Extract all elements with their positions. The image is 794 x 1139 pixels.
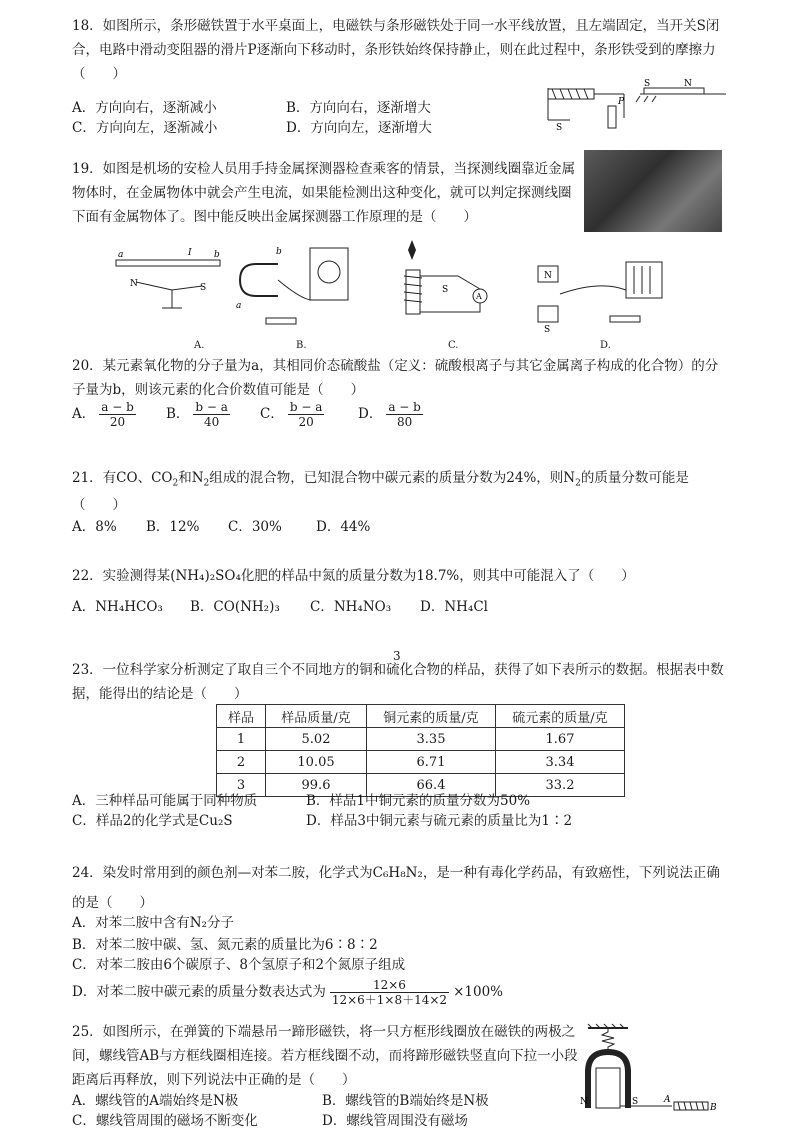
q19-caption-b: B. — [296, 340, 307, 351]
q19-label-n: N — [130, 279, 138, 289]
q25-label-a: A — [664, 1095, 671, 1105]
q19-figure-d — [530, 250, 680, 340]
question-25 — [72, 1020, 584, 1092]
q24-option-d-text: D．对苯二胺中碳元素的质量分数表达式为 — [72, 984, 326, 1000]
q23-option-d[interactable]: D．样品3中铜元素与硫元素的质量比为1∶2 — [306, 813, 573, 829]
q25-option-a[interactable]: A．螺线管的A端始终是N极 — [72, 1093, 239, 1109]
table-row — [217, 751, 625, 774]
q20-option-b-fraction — [193, 400, 230, 429]
fraction-denominator: 20 — [109, 415, 126, 429]
q20-option-a-label: A． — [72, 406, 96, 422]
q18-option-c[interactable]: C．方向向左，逐渐减小 — [72, 120, 218, 136]
question-19-text: 19．如图是机场的安检人员用手持金属探测器检查乘客的情景，当探测线圈靠近金属物体时，在金属物体中就会产生电流，如果能检测出这种变化，就可以判定探测线圈下面有金属物体了。图中能反映出金属探测器工作原理的是（ ） — [72, 161, 576, 225]
table-cell: 33.2 — [496, 774, 625, 797]
fraction-numerator: b − a — [289, 400, 323, 414]
q19-caption-d: D. — [600, 340, 611, 351]
question-22 — [72, 564, 724, 588]
q20-option-c-fraction — [288, 400, 325, 429]
q23-data-table — [216, 704, 625, 797]
q21-option-b[interactable]: B．12% — [146, 519, 200, 535]
page-number: 3 — [393, 649, 401, 663]
question-19 — [72, 157, 576, 229]
q25-label-b: B — [710, 1103, 717, 1113]
q18-figure — [540, 76, 730, 136]
q24-option-a[interactable]: A．对苯二胺中含有N₂分子 — [72, 915, 234, 931]
fraction-numerator: a − b — [101, 400, 134, 414]
security-check-photo — [584, 150, 722, 232]
q24-expression-tail: ×100% — [453, 984, 503, 1000]
q18-label-p: P — [618, 97, 625, 107]
q19-label-a: a — [118, 250, 124, 260]
q20-option-d[interactable] — [358, 400, 427, 429]
q23-option-a[interactable]: A．三种样品可能属于同种物质 — [72, 793, 258, 809]
q19-label-s4: S — [544, 325, 551, 335]
fraction-numerator: 12×6 — [330, 978, 449, 993]
q20-option-a-fraction — [99, 400, 136, 429]
q21-text-a: 21．有CO、CO — [72, 470, 173, 486]
q18-label-s2: S — [556, 123, 563, 133]
table-header-row — [217, 705, 625, 728]
q24-option-c[interactable]: C．对苯二胺由6个碳原子、8个氢原子和2个氮原子组成 — [72, 957, 406, 973]
question-20 — [72, 354, 724, 402]
q18-option-a[interactable]: A．方向向右，逐渐减小 — [72, 100, 217, 116]
q25-option-b[interactable]: B．螺线管的B端始终是N极 — [322, 1093, 489, 1109]
q20-option-d-label: D． — [358, 406, 383, 422]
q22-option-a[interactable]: A．NH₄HCO₃ — [72, 599, 163, 615]
q21-text-d: 的质量分数可能是 — [580, 470, 689, 486]
q19-caption-c: C. — [448, 340, 459, 351]
question-23 — [72, 658, 724, 706]
q19-figure-c — [398, 236, 498, 336]
q18-option-d[interactable]: D．方向向左，逐渐增大 — [286, 120, 432, 136]
q24-option-b[interactable]: B．对苯二胺中碳、氢、氮元素的质量比为6∶8∶2 — [72, 937, 378, 953]
q20-option-c-label: C． — [260, 406, 284, 422]
fraction-denominator: 40 — [204, 415, 220, 429]
q23-option-b[interactable]: B．样品1中铜元素的质量分数为50% — [306, 793, 531, 809]
table-cell: 99.6 — [266, 774, 367, 797]
q21-text-c: 组成的混合物，已知混合物中碳元素的质量分数为24%，则N — [209, 470, 576, 486]
question-21 — [72, 466, 724, 496]
q25-option-c[interactable]: C．螺线管周围的磁场不断变化 — [72, 1113, 258, 1129]
q19-figure-b — [232, 240, 362, 335]
q22-formula: (NH₄)₂SO₄ — [170, 568, 241, 584]
fraction-denominator: 20 — [298, 415, 314, 429]
q22-text-b: 化肥的样品中氮的质量分数为18.7%，则其中可能混入了（ ） — [240, 568, 635, 584]
question-23-text: 23．一位科学家分析测定了取自三个不同地方的铜和硫化合物的样品，获得了如下表所示的数据。根据表中数据，能得出的结论是（ ） — [72, 662, 724, 702]
table-cell: 6.71 — [367, 751, 496, 774]
table-cell: 1 — [217, 728, 266, 751]
q18-label-s1: S — [644, 79, 651, 89]
fraction-numerator: b − a — [195, 400, 228, 414]
question-18-text: 18．如图所示，条形磁铁置于水平桌面上，电磁铁与条形磁铁处于同一水平线放置，且左端固定，当开关S闭合，电路中滑动变阻器的滑片P逐渐向下移动时，条形铁始终保持静止，则在此过程中，条形铁受到的摩擦力（ ） — [72, 18, 720, 82]
table-header-cell: 样品质量/克 — [266, 705, 367, 728]
q18-label-n: N — [684, 79, 692, 89]
q21-paren: （ ） — [72, 497, 126, 513]
q19-figure-a — [106, 246, 236, 336]
q25-option-d[interactable]: D．螺线管周围没有磁场 — [322, 1113, 468, 1129]
q20-option-b-label: B． — [166, 406, 190, 422]
q20-option-a[interactable] — [72, 400, 140, 429]
q25-figure — [572, 1022, 722, 1122]
table-cell: 5.02 — [266, 728, 367, 751]
table-header-cell: 铜元素的质量/克 — [367, 705, 496, 728]
q20-option-b[interactable] — [166, 400, 234, 429]
question-24-text: 24．染发时常用到的颜色剂—对苯二胺，化学式为C₆H₈N₂，是一种有毒化学药品，有致癌性，下列说法正确的是（ ） — [72, 865, 720, 911]
q19-label-s: S — [200, 283, 207, 293]
q18-option-b[interactable]: B．方向向右，逐渐增大 — [286, 100, 431, 116]
subscript: 2 — [172, 478, 179, 489]
q22-option-d[interactable]: D．NH₄Cl — [420, 599, 488, 615]
table-cell: 3.34 — [496, 751, 625, 774]
table-cell: 3.35 — [367, 728, 496, 751]
q19-label-ammeter: A — [476, 292, 482, 301]
table-cell: 1.67 — [496, 728, 625, 751]
q19-label-a2: a — [236, 301, 242, 311]
table-header-cell: 样品 — [217, 705, 266, 728]
table-row — [217, 728, 625, 751]
fraction-numerator: a − b — [388, 400, 421, 414]
q19-label-b: b — [214, 250, 220, 260]
q25-label-s: S — [632, 1097, 639, 1107]
subscript: 2 — [575, 478, 581, 489]
q25-label-n: N — [580, 1097, 588, 1107]
question-20-text: 20．某元素氧化物的分子量为a，其相同价态硫酸盐（定义：硫酸根离子与其它金属离子构成的化合物）的分子量为b，则该元素的化合价数值可能是（ ） — [72, 358, 719, 398]
q21-text-b: 和N — [178, 470, 204, 486]
q20-option-d-fraction — [386, 400, 423, 429]
table-cell: 66.4 — [367, 774, 496, 797]
q22-option-b[interactable]: B．CO(NH₂)₃ — [190, 599, 280, 615]
subscript: 2 — [203, 478, 210, 489]
fraction-denominator: 12×6＋1×8＋14×2 — [331, 993, 448, 1007]
q19-caption-a: A. — [194, 340, 205, 351]
table-header-cell: 硫元素的质量/克 — [496, 705, 625, 728]
table-cell: 3 — [217, 774, 266, 797]
question-25-text: 25．如图所示，在弹簧的下端悬吊一蹄形磁铁，将一只方框形线圈放在磁铁的两极之间，螺线管AB与方框线圈相连接。若方框线圈不动，而将蹄形磁铁竖直向下拉一小段距离后再释放，则下列说法中正确的是（ ） — [72, 1024, 578, 1088]
q23-option-c[interactable]: C．样品2的化学式是Cu₂S — [72, 813, 233, 829]
question-24 — [72, 858, 724, 918]
q20-option-c[interactable] — [260, 400, 328, 429]
q21-option-d[interactable]: D．44% — [316, 519, 371, 535]
q19-label-b2: b — [276, 247, 282, 257]
q24-option-d[interactable] — [72, 978, 503, 1007]
q21-option-a[interactable]: A．8% — [72, 519, 117, 535]
q21-option-c[interactable]: C．30% — [228, 519, 282, 535]
table-cell: 10.05 — [266, 751, 367, 774]
q19-label-s3: S — [442, 285, 449, 295]
q22-text-a: 22．实验测得某 — [72, 568, 171, 584]
q19-label-i: I — [188, 248, 192, 258]
q19-label-n2: N — [544, 271, 552, 281]
q24-expression-fraction — [330, 978, 449, 1007]
fraction-denominator: 80 — [396, 415, 413, 429]
table-cell: 2 — [217, 751, 266, 774]
q22-option-c[interactable]: C．NH₄NO₃ — [310, 599, 392, 615]
